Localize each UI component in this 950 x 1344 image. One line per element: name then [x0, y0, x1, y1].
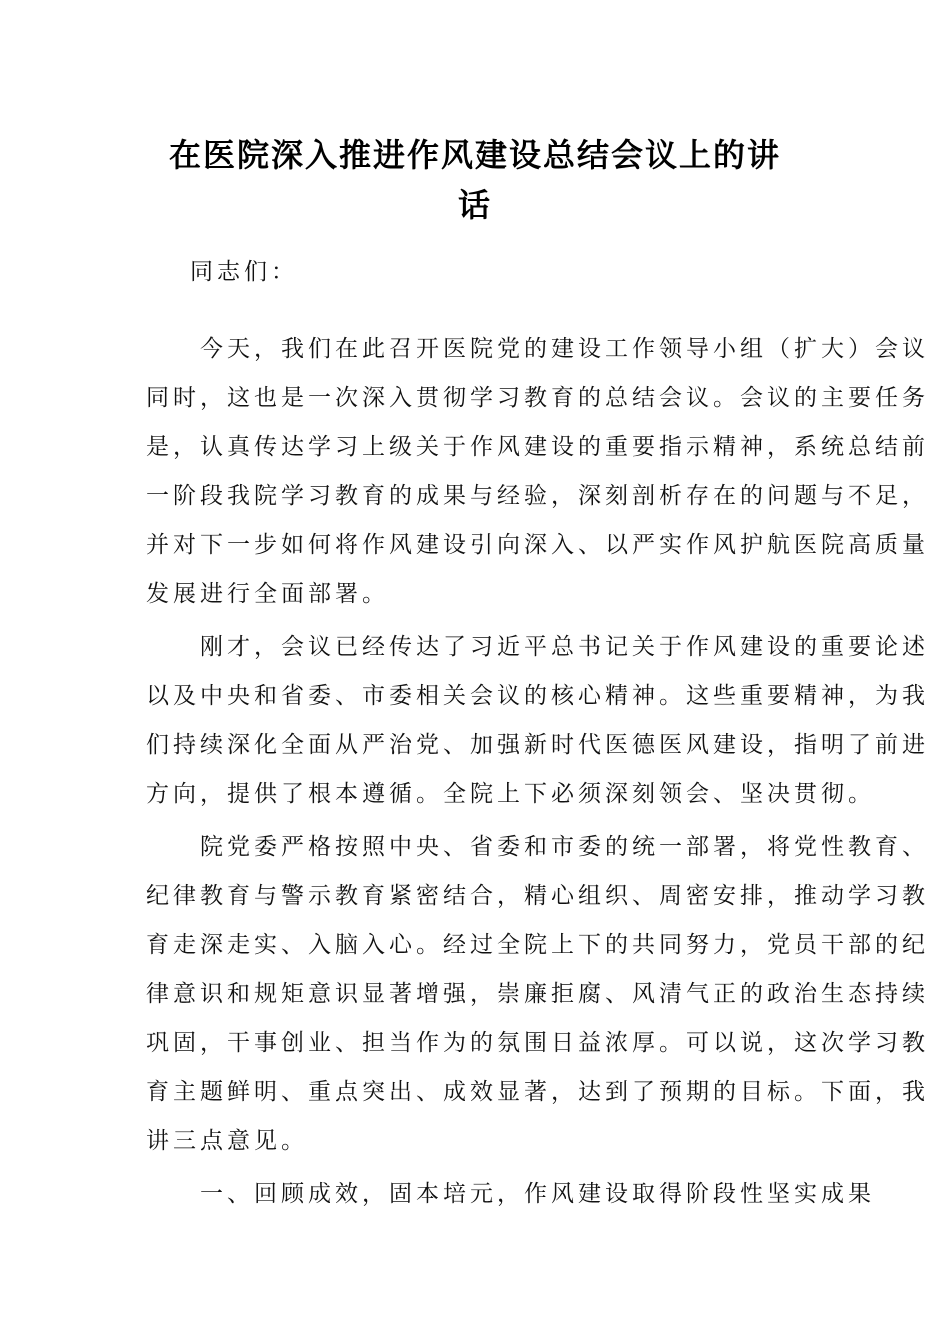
paragraph-3: [146, 823, 929, 1166]
paragraph-line: 育主题鲜明、重点突出、成效显著，达到了预期的目标。下面，我: [146, 1079, 929, 1105]
paragraph-line: 律意识和规矩意识显著增强，崇廉拒腐、风清气正的政治生态持续: [146, 981, 929, 1007]
paragraph-line: 讲三点意见。: [146, 1128, 308, 1154]
title-line: 话: [457, 186, 492, 224]
paragraph-line: 纪律教育与警示教育紧密结合，精心组织、周密安排，推动学习教: [146, 883, 929, 909]
paragraph-line: 以及中央和省委、市委相关会议的核心精神。这些重要精神，为我: [146, 683, 929, 709]
paragraph-2: [146, 623, 929, 819]
paragraph-line: 院党委严格按照中央、省委和市委的统一部署，将党性教育、: [200, 834, 929, 860]
section-heading: 一、回顾成效，固本培元，作风建设取得阶段性坚实成果: [200, 1181, 875, 1207]
paragraph-line: 并对下一步如何将作风建设引向深入、以严实作风护航医院高质量: [146, 532, 929, 558]
paragraph-1: [146, 325, 929, 619]
paragraph-line: 同时，这也是一次深入贯彻学习教育的总结会议。会议的主要任务: [146, 385, 929, 411]
paragraph-line: 发展进行全面部署。: [146, 581, 389, 607]
paragraph-line: 们持续深化全面从严治党、加强新时代医德医风建设，指明了前进: [146, 732, 929, 758]
paragraph-line: 今天，我们在此召开医院党的建设工作领导小组（扩大）会议: [200, 336, 929, 362]
paragraph-line: 刚才，会议已经传达了习近平总书记关于作风建设的重要论述: [200, 634, 929, 660]
document-body: [146, 248, 929, 1219]
document-title: [0, 130, 950, 230]
paragraph-line: 巩固，干事创业、担当作为的氛围日益浓厚。可以说，这次学习教: [146, 1030, 929, 1056]
paragraph-line: 育走深走实、入脑入心。经过全院上下的共同努力，党员干部的纪: [146, 932, 929, 958]
paragraph-line: 是，认真传达学习上级关于作风建设的重要指示精神，系统总结前: [146, 434, 929, 460]
paragraph-line: 方向，提供了根本遵循。全院上下必须深刻领会、坚决贯彻。: [146, 781, 875, 807]
paragraph-line: 一阶段我院学习教育的成果与经验，深刻剖析存在的问题与不足，: [146, 483, 929, 509]
greeting: 同志们：: [190, 259, 298, 285]
title-line: 在医院深入推进作风建设总结会议上的讲: [168, 136, 781, 174]
